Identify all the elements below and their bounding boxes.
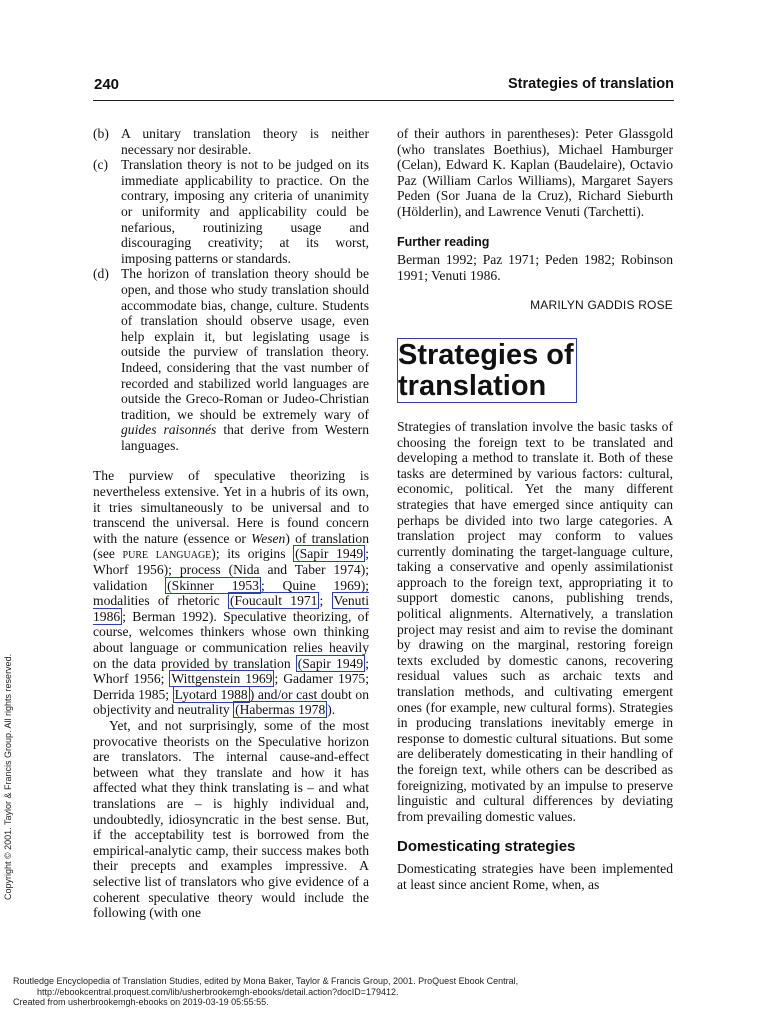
citation-link[interactable]: (Foucault 1971 (229, 593, 318, 609)
footer-citation (13, 976, 518, 1008)
running-head: Strategies of translation (508, 76, 674, 92)
body-paragraph: The purview of speculative theorizing is nevertheless extensive. Yet in a hubris of its own, it tries simultaneously to be universal and to transcend the universal. Here is found concern with the nature (essence or Wesen) of translation (see pure language); its origins (Sapir 1949 ; Whorf 1956); process (Nida and Taber 1974); validation (Skinner 1953 ; Quine 1969); modalities of rhetoric (Foucault 1971 ; Venuti 1986 ; Berman 1992). Speculative theorizing, of course, welcomes thinkers whose own thinking about language or communication relies heavily on the data provided by translation (Sapir 1949 ; Whorf 1956; Wittgenstein 1969 ; Gadamer 1975; Derrida 1985; Lyotard 1988 ) and/or cast doubt on objectivity and neutrality (Habermas 1978 ). (93, 468, 370, 718)
author-signature: MARILYN GADDIS ROSE (530, 298, 673, 313)
citation-link[interactable]: (Sapir 1949 (295, 546, 364, 562)
cross-reference[interactable]: pure language (122, 546, 212, 562)
body-paragraph: Yet, and not surprisingly, some of the most provocative theorists on the Speculative horizon are translators. The internal cause-and-effect between what they translate and how it has affected what they think translating is – and what translations are – is highly individual and, undoubtedly, idiosyncratic in the best sense. But, if the acceptability test is borrowed from the empirical-analytic camp, their success makes both their precepts and examples impressive. A selective list of translators who give evidence of a coherent speculative theory would include the following (with one (93, 717, 369, 921)
entry-title-line: Strategies of (398, 338, 574, 371)
principles-list (93, 126, 369, 453)
citation-link[interactable]: (Skinner 1953 (167, 577, 259, 593)
citation-link[interactable]: (Sapir 1949 (297, 655, 364, 671)
emphasis: guides raisonnés (121, 422, 217, 438)
body-paragraph: Strategies of translation involve the basic tasks of choosing the foreign text to be translated and developing a method to translate it. Both of these tasks are determined by various factors: cultural, economic, political. Yet the many different strategies that have emerged since antiquity can perhaps be divided into two large categories. A translation project may conform to values currently dominating the target-language culture, taking a conservative and openly assimilationist approach to the foreign text, appropriating it to support domestic canons, publishing trends, political alignments. Alternatively, a translation project may resist and aim to revise the dominant by drawing on the marginal, restoring foreign texts excluded by domestic canons, recovering residual values such as archaic texts and translation methods, and cultivating emergent ones (for example, new cultural forms). Strategies in producing translations inevitably emerge in response to domestic cultural situations. But some are deliberately domesticating in their handling of the foreign text, while others can be described as foreignizing, motivated by an impulse to preserve linguistic and cultural differences by deviating from prevailing domestic values. (397, 418, 673, 824)
entry-title-line: translation (398, 369, 547, 402)
body-paragraph: of their authors in parentheses): Peter Glassgold (who translates Boethius), Michael Hamburger (Celan), Edward K. Kaplan (Baudelaire), Octavio Paz (William Carlos Williams), Margaret Sayers Peden (Sor Juana de la Cruz), Richard Sieburth (Hölderlin), and Lawrence Venuti (Tarchetti). (397, 126, 673, 219)
list-item-text: The horizon of translation theory should be open, and those who study translation should accommodate bias, change, culture. Students of translation should observe usage, even help explain it, but legislating usage is outside the purview of translation theory. Indeed, considering that the vast number of recorded and stabilized world languages are outside the Greco-Roman or Judeo-Christian tradition, we should be extremely wary of guides raisonnés that derive from Western languages. (121, 266, 369, 453)
list-item-label: (d) (93, 266, 109, 282)
citation-link[interactable]: Lyotard 1988 (174, 686, 248, 702)
entry-title-link[interactable] (397, 338, 577, 403)
list-item-label: (c) (93, 157, 109, 173)
section-heading: Domesticating strategies (397, 838, 576, 856)
body-paragraph: Domesticating strategies have been implemented at least since ancient Rome, when, as (397, 860, 673, 892)
header-rule (93, 100, 674, 101)
list-item-label: (b) (93, 126, 109, 141)
list-item-text: Translation theory is not to be judged on its immediate applicability to practice. On the contrary, imposing any criteria of unanimity or uniformity and applicability could be nefarious, routinizing usage and discouraging creativity; at its worst, imposing patterns or standards. (121, 157, 369, 266)
citation-link[interactable]: Wittgenstein 1969 (171, 671, 273, 687)
footer-url[interactable]: http://ebookcentral.proquest.com/lib/usherbrookemgh-ebooks/detail.action?docID=179412. (37, 986, 399, 997)
citation-link[interactable]: Venuti 1986 (93, 593, 370, 624)
footer-line: Routledge Encyclopedia of Translation Studies, edited by Mona Baker, Taylor & Francis Group, 2001. ProQuest Ebook Central, (13, 976, 519, 986)
left-column (93, 126, 369, 921)
list-item (93, 126, 369, 157)
list-item-text: A unitary translation theory is neither necessary nor desirable. (121, 126, 369, 157)
list-item (93, 157, 369, 266)
citation-link[interactable]: (Habermas 1978 (235, 702, 326, 718)
page-number: 240 (94, 76, 120, 93)
list-item (93, 266, 369, 453)
further-reading-heading: Further reading (397, 234, 490, 249)
side-copyright-notice: Copyright © 2001. Taylor & Francis Group. All rights reserved. (3, 653, 13, 900)
footer-line: Created from usherbrookemgh-ebooks on 2019-03-19 05:55:55. (13, 997, 269, 1007)
further-reading-text: Berman 1992; Paz 1971; Peden 1982; Robinson 1991; Venuti 1986. (397, 252, 673, 283)
right-column (397, 126, 673, 892)
